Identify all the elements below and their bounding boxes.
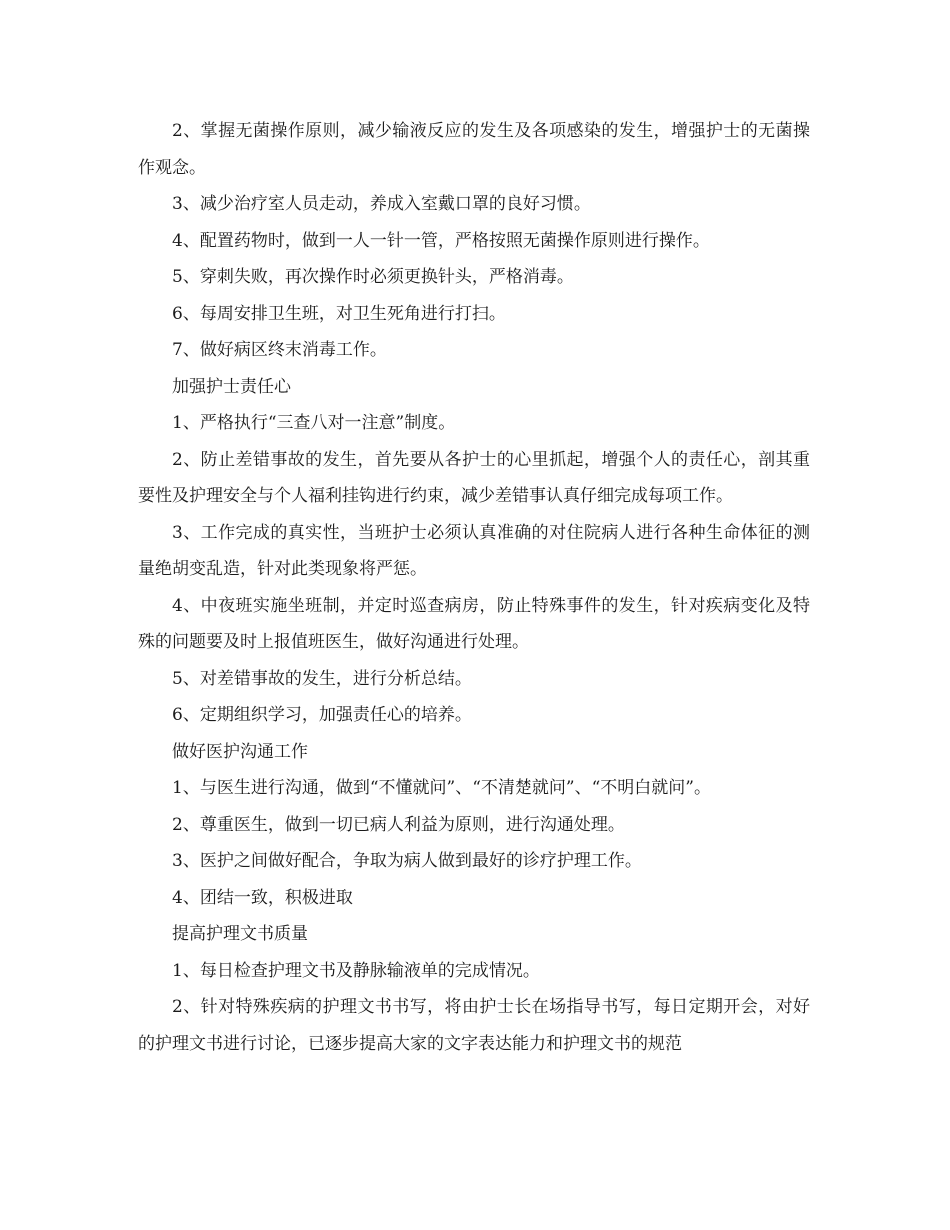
paragraph-daily-check: 1、每日检查护理文书及静脉输液单的完成情况。 (172, 960, 540, 981)
paragraph-work-authenticity: 3、工作完成的真实性，当班护士必须认真准确的对住院病人进行各种生命体征的测量绝胡变乱造，针对此类现象将严惩。 (138, 522, 810, 579)
section-heading-communication: 做好医护沟通工作 (172, 741, 308, 762)
paragraph-puncture-failure: 5、穿刺失败，再次操作时必须更换针头，严格消毒。 (172, 267, 574, 287)
paragraph-respect-doctors: 2、尊重医生，做到一切已病人利益为原则，进行沟通处理。 (172, 814, 625, 835)
paragraph-communicate-doctors: 1、与医生进行沟通，做到“不懂就问”、“不清楚就问”、“不明白就问”。 (172, 778, 711, 798)
paragraph-error-analysis: 5、对差错事故的发生，进行分析总结。 (172, 668, 472, 689)
paragraph-hygiene-shift: 6、每周安排卫生班，对卫生死角进行打扫。 (172, 303, 506, 324)
paragraph-sterile-principles: 2、掌握无菌操作原则，减少输液反应的发生及各项感染的发生，增强护士的无菌操作观念。 (138, 121, 810, 178)
section-heading-documentation: 提高护理文书质量 (172, 924, 308, 944)
document-body (138, 113, 810, 1062)
paragraph-drug-preparation: 4、配置药物时，做到一人一针一管，严格按照无菌操作原则进行操作。 (172, 230, 710, 251)
section-heading-responsibility: 加强护士责任心 (172, 376, 291, 397)
paragraph-night-shift: 4、中夜班实施坐班制，并定时巡查病房，防止特殊事件的发生，针对疾病变化及特殊的问题要及时上报值班医生，做好沟通进行处理。 (138, 595, 810, 652)
paragraph-three-checks: 1、严格执行“三查八对一注意”制度。 (172, 413, 456, 433)
paragraph-error-prevention: 2、防止差错事故的发生，首先要从各护士的心里抓起，增强个人的责任心，剖其重要性及护理安全与个人福利挂钩进行约束，减少差错事认真仔细完成每项工作。 (138, 449, 810, 506)
paragraph-cooperation: 3、医护之间做好配合，争取为病人做到最好的诊疗护理工作。 (172, 851, 642, 871)
paragraph-unity: 4、团结一致，积极进取 (172, 887, 353, 908)
paragraph-special-cases: 2、针对特殊疾病的护理文书书写，将由护士长在场指导书写，每日定期开会，对好的护理文书进行讨论，已逐步提高大家的文字表达能力和护理文书的规范 (138, 997, 810, 1054)
paragraph-treatment-room: 3、减少治疗室人员走动，养成入室戴口罩的良好习惯。 (172, 194, 591, 214)
paragraph-terminal-disinfection: 7、做好病区终末消毒工作。 (172, 340, 387, 360)
paragraph-regular-study: 6、定期组织学习，加强责任心的培养。 (172, 705, 472, 725)
